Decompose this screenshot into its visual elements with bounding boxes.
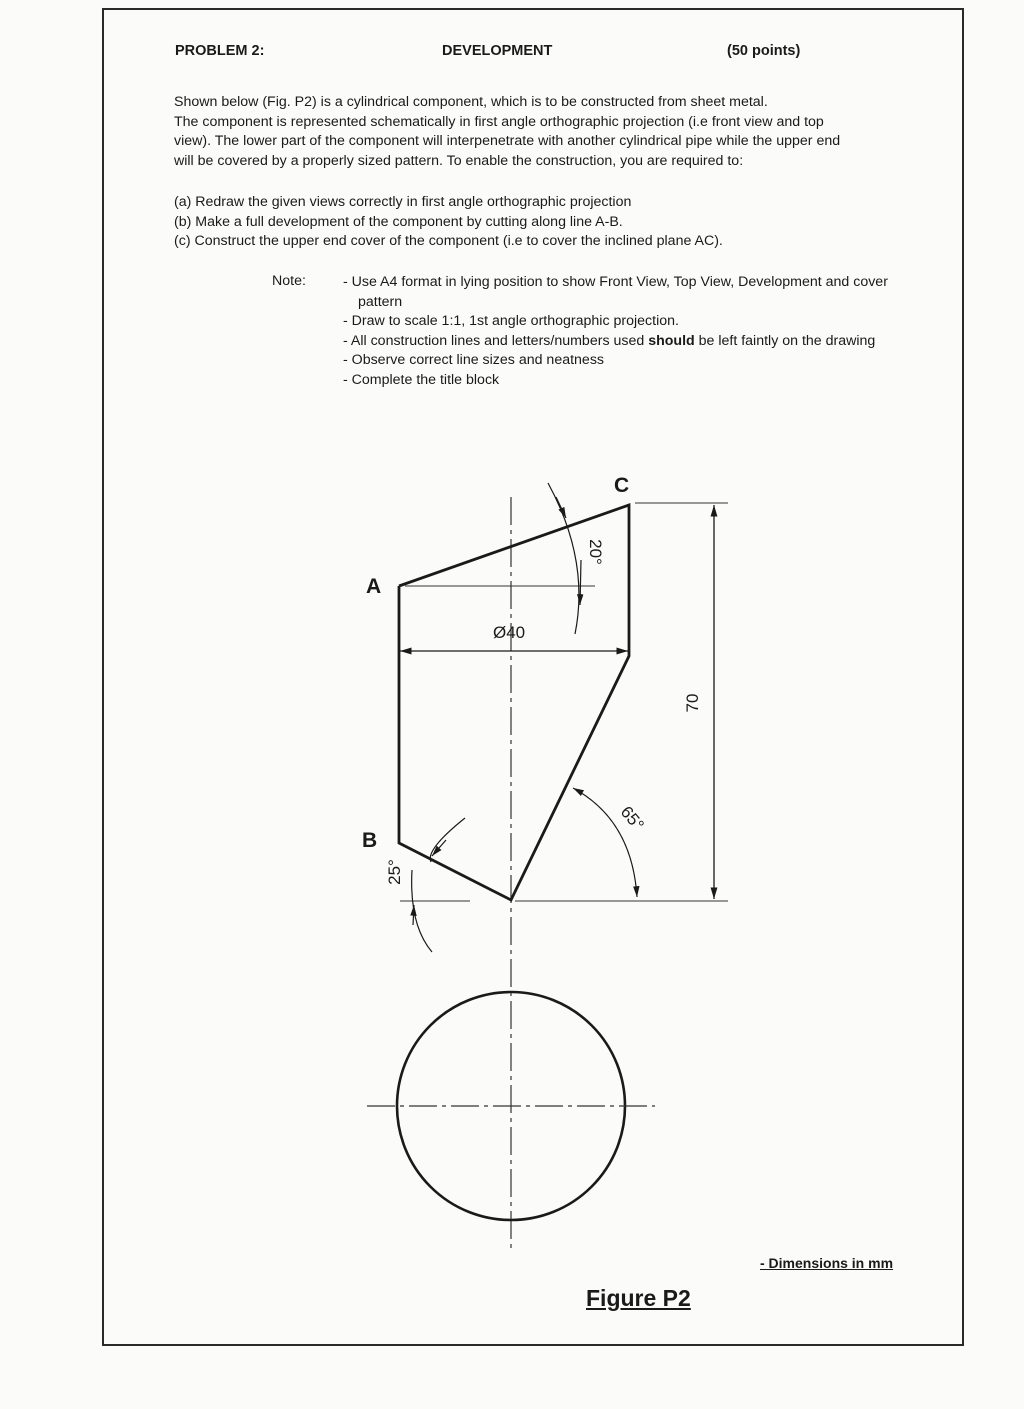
note-item-tail: be left faintly on the drawing [694,332,876,349]
intro-line: Shown below (Fig. P2) is a cylindrical component, which is to be constructed from sheet metal. [174,94,768,110]
angle-arc-left-lower [412,870,432,952]
angle-arc-top [548,483,579,634]
dimensions-note: - Dimensions in mm [760,1255,894,1271]
angle-arc-right [573,788,637,897]
angle-arc-left [430,818,465,862]
point-label-c: C [614,474,630,497]
problem-number: PROBLEM 2: [175,43,265,59]
task-item: (b) Make a full development of the component by cutting along line A-B. [174,213,623,230]
note-item: - Complete the title block [343,371,500,388]
angle-label-left: 25° [385,859,404,885]
task-item: (a) Redraw the given views correctly in first angle orthographic projection [174,194,632,210]
intro-line: The component is represented schematically in first angle orthographic projection (i.e front view and top [174,113,824,130]
task-item: (c) Construct the upper end cover of the component (i.e to cover the inclined plane AC). [174,233,723,250]
note-item-text: - All construction lines and letters/numbers used [343,332,649,349]
note-item: - Use A4 format in lying position to show Front View, Top View, Development and cover pattern [343,274,888,310]
note-item: - Observe correct line sizes and neatness [343,352,605,369]
figure-caption: Figure P2 [586,1285,691,1311]
problem-topic: DEVELOPMENT [442,43,553,59]
angle-label-top: 20° [586,539,605,565]
intro-line: will be covered by a properly sized pattern. To enable the construction, you are required to: [174,152,744,169]
problem-points: (50 points) [727,43,801,59]
angle-label-right: 65° [616,802,648,835]
angle-arrow-top [556,497,566,518]
angle-arrow-top-lower [580,560,581,605]
note-label: Note: [272,273,306,289]
height-label: 70 [683,693,702,713]
note-emphasis: should [648,332,695,349]
intro-line: view). The lower part of the component will interpenetrate with another cylindrical pipe while the upper end [174,133,841,150]
point-label-b: B [362,829,378,852]
note-item: - Draw to scale 1:1, 1st angle orthographic projection. [343,313,679,330]
diameter-label: Ø40 [493,623,526,642]
point-label-a: A [366,575,382,598]
